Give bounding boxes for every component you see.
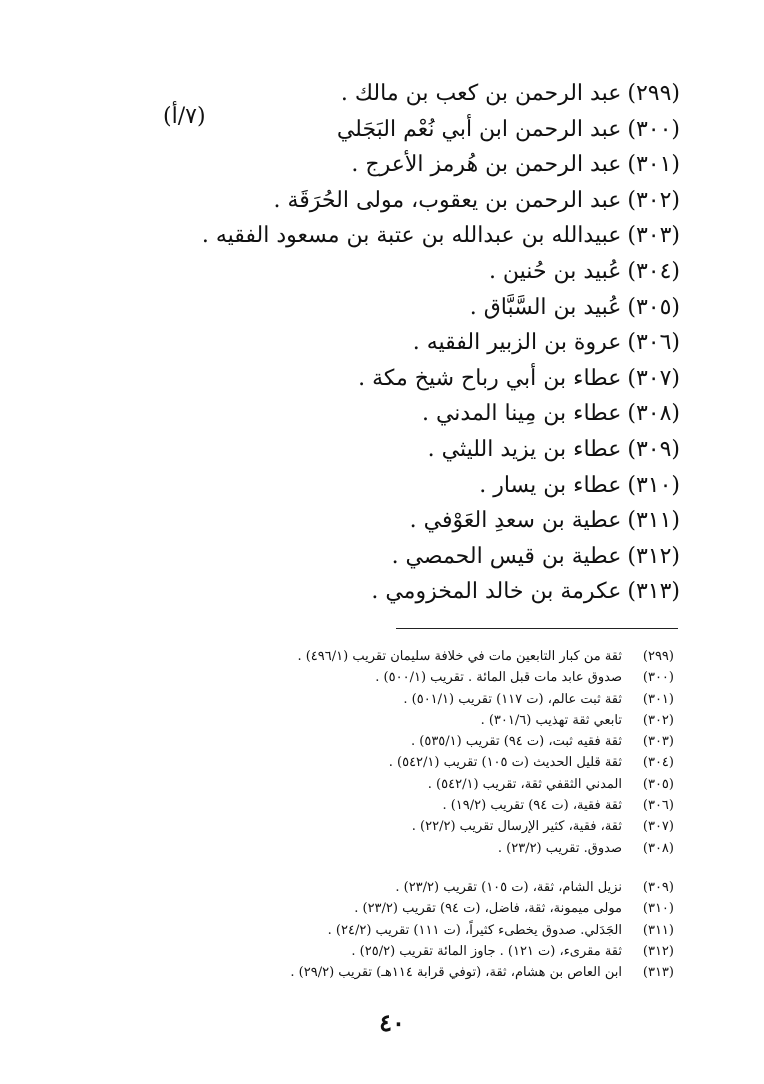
entry-number: (٣٠٣)	[627, 223, 680, 249]
entry-text: عُبيد بن حُنين .	[488, 258, 622, 284]
footnote-text: صدوق. تقريب (٢٣/٢) .	[497, 840, 622, 856]
entry-text: عبيدالله بن عبدالله بن عتبة بن مسعود الفقيه .	[201, 223, 622, 249]
entry-text: عطية بن سعدِ العَوْفي .	[409, 508, 622, 534]
footnote	[254, 795, 674, 816]
entry-text: عبد الرحمن بن كعب بن مالك .	[340, 81, 622, 106]
entry-number: (٣٠٧)	[627, 365, 680, 391]
entry-number: (٣٠٠)	[627, 116, 680, 142]
entry	[220, 76, 680, 112]
entry-number: (٣٠٦)	[627, 330, 680, 356]
footnote-number: (٣٠٥)	[642, 776, 674, 792]
entry	[220, 361, 680, 397]
entry-text: عبد الرحمن ابن أبي نُعْم البَجَلي	[336, 116, 622, 142]
footnote	[254, 667, 674, 688]
footnote-text: المدني الثقفي ثقة، تقريب (٥٤٢/١) .	[427, 776, 622, 792]
footnotes-group	[254, 646, 674, 859]
footnote-text: نزيل الشام، ثقة، (ت ١٠٥) تقريب (٢٣/٢) .	[395, 880, 622, 895]
footnote-number: (٣١٠)	[642, 901, 674, 917]
entry	[220, 432, 680, 468]
entry-text: عطية بن قيس الحمصي .	[391, 543, 622, 569]
footnote-number: (٢٩٩)	[642, 649, 674, 664]
footnote-text: صدوق عابد مات قبل المائة . تقريب (٥٠٠/١) .	[375, 670, 622, 686]
footnote-number: (٣٠٩)	[642, 880, 674, 895]
footnote-number: (٣٠٠)	[642, 670, 674, 686]
entry	[201, 218, 680, 254]
footnote-number: (٣٠٣)	[642, 734, 674, 750]
entry-number: (٣٠٤)	[627, 258, 680, 284]
footnote-text: ثقة فقيه ثبت، (ت ٩٤) تقريب (٥٣٥/١) .	[411, 734, 622, 750]
footnote-number: (٣١١)	[642, 922, 674, 938]
entry-text: عطاء بن يزيد الليثي .	[427, 436, 622, 462]
entry-number: (٣٠٢)	[627, 187, 680, 213]
entry	[220, 503, 680, 539]
entry	[220, 254, 680, 290]
footnote-number: (٣٠٦)	[642, 798, 674, 814]
footnote-number: (٣١٣)	[642, 965, 674, 981]
footnote-text: مولى ميمونة، ثقة، فاضل، (ت ٩٤) تقريب (٢٣/٢) .	[354, 901, 622, 917]
entry-number: (٣٠٨)	[627, 401, 680, 427]
footnote	[254, 838, 674, 859]
footnote-separator	[396, 628, 678, 629]
entry-number: (٣١١)	[627, 508, 680, 534]
footnote	[254, 752, 674, 773]
footnote	[254, 646, 674, 667]
entry-text: عبد الرحمن بن هُرمز الأعرج .	[351, 152, 622, 178]
footnote-text: تابعي ثقة تهذيب (٣٠١/٦) .	[480, 712, 622, 728]
entry-text: عطاء بن يسار .	[479, 472, 622, 498]
entry-text: عطاء بن مِينا المدني .	[421, 401, 622, 427]
footnote	[254, 731, 674, 752]
footnote	[254, 774, 674, 795]
footnote	[254, 689, 674, 710]
entry-number: (٣٠٥)	[627, 294, 680, 320]
footnote-text: ثقة، فقية، كثير الإرسال تقريب (٢٢/٢) .	[411, 819, 622, 835]
footnote-text: الجَدَلي. صدوق يخطىء كثيراً، (ت ١١١) تقريب (٢٤/٢) .	[327, 922, 622, 938]
footnote	[254, 877, 674, 898]
entry	[220, 574, 680, 610]
entry-number: (٣١٢)	[627, 543, 680, 569]
entry	[220, 147, 680, 183]
footnote	[254, 816, 674, 837]
entry	[220, 290, 680, 326]
footnote	[254, 941, 674, 962]
footnotes-group	[254, 877, 674, 983]
entry-text: عبد الرحمن بن يعقوب، مولى الحُرَقَة .	[273, 187, 622, 213]
footnote	[254, 710, 674, 731]
footnote-text: ثقة ثبت عالم، (ت ١١٧) تقريب (٥٠١/١) .	[403, 691, 622, 707]
footnote-number: (٣٠١)	[642, 691, 674, 707]
footnote-number: (٣٠٤)	[642, 755, 674, 771]
footnote-number: (٣١٢)	[642, 943, 674, 959]
entry	[220, 325, 680, 361]
footnote-text: ابن العاص بن هشام، ثقة، (توفي قرابة ١١٤هـ) تقريب (٢٩/٢) .	[290, 965, 622, 981]
footnote-text: ثقة مقرىء، (ت ١٢١) . جاوز المائة تقريب (٢٥/٢) .	[351, 943, 622, 959]
entry-text: عُبيد بن السَّبَّاق .	[469, 294, 622, 320]
entry-number: (٣٠٩)	[627, 436, 680, 462]
entries-list	[201, 76, 680, 610]
entry-text: عطاء بن أبي رباح شيخ مكة .	[358, 365, 622, 391]
footnote	[254, 898, 674, 919]
footnote-text: ثقة فقية، (ت ٩٤) تقريب (١٩/٢) .	[442, 798, 622, 814]
page-number: ٤٠	[379, 1008, 405, 1037]
entry-number: (٣١٣)	[627, 579, 680, 605]
footnote-number: (٣٠٢)	[642, 712, 674, 728]
footnote-text: ثقة من كبار التابعين مات في خلافة سليمان تقريب (٤٩٦/١) .	[297, 649, 622, 664]
footnote-text: ثقة قليل الحديث (ت ١٠٥) تقريب (٥٤٢/١) .	[388, 755, 622, 771]
entry-text: عكرمة بن خالد المخزومي .	[371, 579, 622, 605]
entry-number: (٣١٠)	[627, 472, 680, 498]
entry-number: (٣٠١)	[627, 152, 680, 178]
entry	[220, 112, 680, 148]
footnote-number: (٣٠٧)	[642, 819, 674, 835]
entry	[220, 468, 680, 504]
footnote	[254, 962, 674, 983]
entry-number: (٢٩٩)	[627, 81, 680, 106]
entry-text: عروة بن الزبير الفقيه .	[412, 330, 622, 356]
manuscript-folio-note: (٧/أ)	[163, 104, 206, 129]
footnote	[254, 920, 674, 941]
entry	[220, 539, 680, 575]
footnote-number: (٣٠٨)	[642, 840, 674, 856]
entry	[220, 396, 680, 432]
entry	[220, 183, 680, 219]
